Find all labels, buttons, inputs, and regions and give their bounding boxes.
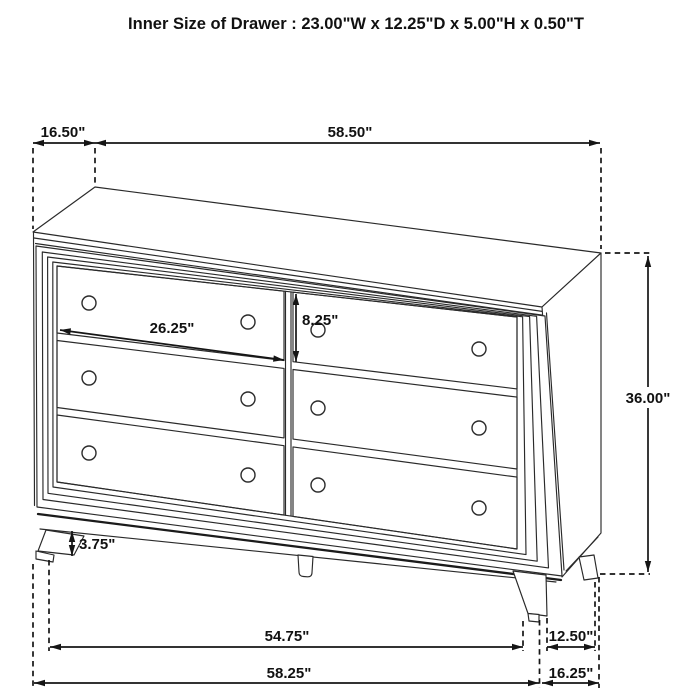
- front-right-foot: [528, 614, 539, 623]
- front-right-leg: [513, 571, 547, 616]
- front-left-leg: [38, 530, 84, 555]
- dim-label-top-depth: 16.50": [40, 124, 86, 141]
- dim-label-floor-width: 58.25": [266, 665, 312, 682]
- back-right-leg: [579, 555, 598, 580]
- dim-label-side-leg-span: 12.50": [548, 628, 594, 645]
- dim-label-floor-depth: 16.25": [548, 665, 594, 682]
- dim-label-overall-height: 36.00": [625, 390, 671, 407]
- dim-label-leg-height: 3.75": [79, 536, 116, 553]
- dim-label-drawer-opening-width: 26.25": [149, 320, 195, 337]
- center-leg: [298, 555, 313, 577]
- dim-label-front-leg-span: 54.75": [264, 628, 310, 645]
- diagram-title: Inner Size of Drawer : 23.00"W x 12.25"D x 5.00"H x 0.50"T: [128, 15, 584, 33]
- dresser-drawing: [33, 187, 601, 622]
- dim-label-top-width: 58.50": [327, 124, 373, 141]
- dim-label-drawer-front-height: 8.25": [302, 312, 339, 329]
- front-left-edge-line: [34, 233, 35, 506]
